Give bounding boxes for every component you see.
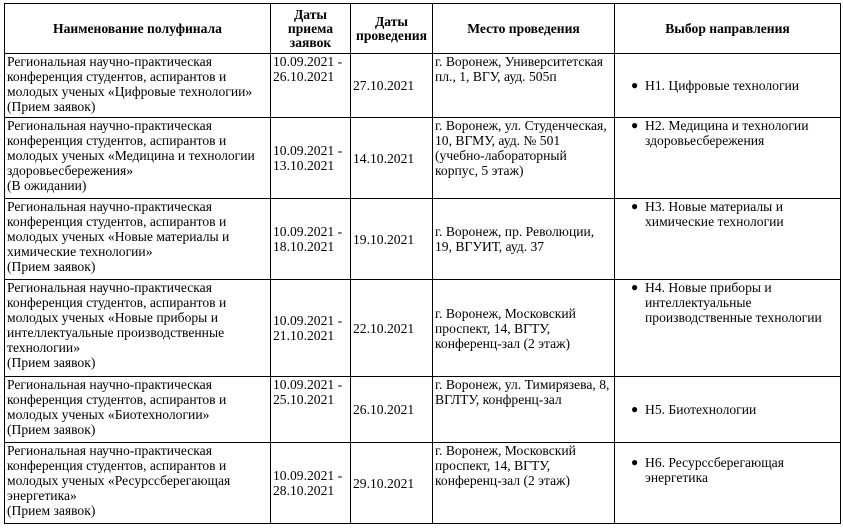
bullet-icon: ● bbox=[631, 78, 639, 92]
header-held-dates: Даты проведения bbox=[351, 4, 433, 54]
list-item bbox=[631, 455, 838, 485]
list-item bbox=[631, 199, 838, 229]
semifinal-name-cell bbox=[5, 377, 271, 443]
direction-label: Н5. Биотехнологии bbox=[645, 402, 757, 417]
venue: г. Воронеж, ул. Тимирязева, 8, ВГЛТУ, конфренц-зал bbox=[433, 377, 615, 443]
semifinal-name: Региональная научно-практическая конференция студентов, аспирантов и молодых ученых «Новые материалы и химические технологии» bbox=[7, 199, 230, 259]
semifinals-table bbox=[4, 3, 841, 524]
list-item bbox=[631, 118, 838, 148]
semifinal-name-cell bbox=[5, 443, 271, 524]
semifinal-name-cell bbox=[5, 199, 271, 280]
held-date: 22.10.2021 bbox=[351, 280, 433, 377]
direction-cell bbox=[615, 199, 841, 280]
table-row bbox=[5, 54, 841, 118]
held-date: 27.10.2021 bbox=[351, 54, 433, 118]
table-row bbox=[5, 118, 841, 199]
direction-cell bbox=[615, 280, 841, 377]
direction-label: Н1. Цифровые технологии bbox=[645, 78, 800, 93]
venue: г. Воронеж, Университетская пл., 1, ВГУ, ауд. 505п bbox=[433, 54, 615, 118]
list-item bbox=[631, 280, 838, 325]
direction-cell bbox=[615, 54, 841, 118]
semifinal-name: Региональная научно-практическая конференция студентов, аспирантов и молодых ученых «Биотехнологии» bbox=[7, 377, 227, 422]
application-dates: 10.09.2021 - 13.10.2021 bbox=[271, 118, 351, 199]
held-date: 19.10.2021 bbox=[351, 199, 433, 280]
table-row bbox=[5, 377, 841, 443]
list-item bbox=[631, 402, 838, 417]
header-place: Место проведения bbox=[433, 4, 615, 54]
application-dates: 10.09.2021 - 26.10.2021 bbox=[271, 54, 351, 118]
direction-label: Н2. Медицина и технологии здоровьесбережения bbox=[645, 118, 809, 148]
direction-cell bbox=[615, 443, 841, 524]
venue: г. Воронеж, Московский проспект, 14, ВГТУ, конференц-зал (2 этаж) bbox=[433, 280, 615, 377]
semifinal-name: Региональная научно-практическая конференция студентов, аспирантов и молодых ученых «Новые приборы и интеллектуальные производственные технологии» bbox=[7, 280, 227, 355]
application-dates: 10.09.2021 - 18.10.2021 bbox=[271, 199, 351, 280]
held-date: 26.10.2021 bbox=[351, 377, 433, 443]
header-app-dates: Даты приема заявок bbox=[271, 4, 351, 54]
semifinal-status: (Прием заявок) bbox=[7, 259, 96, 274]
bullet-icon: ● bbox=[631, 118, 639, 132]
held-date: 29.10.2021 bbox=[351, 443, 433, 524]
direction-label: Н3. Новые материалы и химические технологии bbox=[645, 199, 784, 229]
semifinal-name-cell bbox=[5, 118, 271, 199]
table-row bbox=[5, 199, 841, 280]
header-direction: Выбор направления bbox=[615, 4, 841, 54]
direction-cell bbox=[615, 377, 841, 443]
venue: г. Воронеж, пр. Революции, 19, ВГУИТ, ауд. 37 bbox=[433, 199, 615, 280]
held-date: 14.10.2021 bbox=[351, 118, 433, 199]
semifinal-name: Региональная научно-практическая конференция студентов, аспирантов и молодых ученых «Ресурссберегающая энергетика» bbox=[7, 443, 231, 503]
table-row bbox=[5, 280, 841, 377]
direction-label: Н4. Новые приборы и интеллектуальные производственные технологии bbox=[645, 280, 822, 325]
semifinal-name: Региональная научно-практическая конференция студентов, аспирантов и молодых ученых «Медицина и технологии здоровьесбережения» bbox=[7, 118, 255, 178]
header-name: Наименование полуфинала bbox=[5, 4, 271, 54]
list-item bbox=[631, 78, 838, 93]
application-dates: 10.09.2021 - 21.10.2021 bbox=[271, 280, 351, 377]
bullet-icon: ● bbox=[631, 199, 639, 213]
table-row bbox=[5, 443, 841, 524]
venue: г. Воронеж, ул. Студенческая, 10, ВГМУ, ауд. № 501 (учебно-лабораторный корпус, 5 этаж) bbox=[433, 118, 615, 199]
application-dates: 10.09.2021 - 28.10.2021 bbox=[271, 443, 351, 524]
semifinal-status: (В ожидании) bbox=[7, 178, 87, 193]
bullet-icon: ● bbox=[631, 402, 639, 416]
semifinal-name: Региональная научно-практическая конференция студентов, аспирантов и молодых ученых «Цифровые технологии» bbox=[7, 54, 253, 99]
bullet-icon: ● bbox=[631, 455, 639, 469]
semifinal-status: (Прием заявок) bbox=[7, 503, 96, 518]
semifinal-status: (Прием заявок) bbox=[7, 355, 96, 370]
bullet-icon: ● bbox=[631, 280, 639, 294]
direction-cell bbox=[615, 118, 841, 199]
direction-label: Н6. Ресурссберегающая энергетика bbox=[645, 455, 784, 485]
semifinal-name-cell bbox=[5, 54, 271, 118]
venue: г. Воронеж, Московский проспект, 14, ВГТУ, конференц-зал (2 этаж) bbox=[433, 443, 615, 524]
semifinal-name-cell bbox=[5, 280, 271, 377]
table-header-row bbox=[5, 4, 841, 54]
application-dates: 10.09.2021 - 25.10.2021 bbox=[271, 377, 351, 443]
semifinal-status: (Прием заявок) bbox=[7, 422, 96, 437]
semifinal-status: (Прием заявок) bbox=[7, 99, 96, 114]
